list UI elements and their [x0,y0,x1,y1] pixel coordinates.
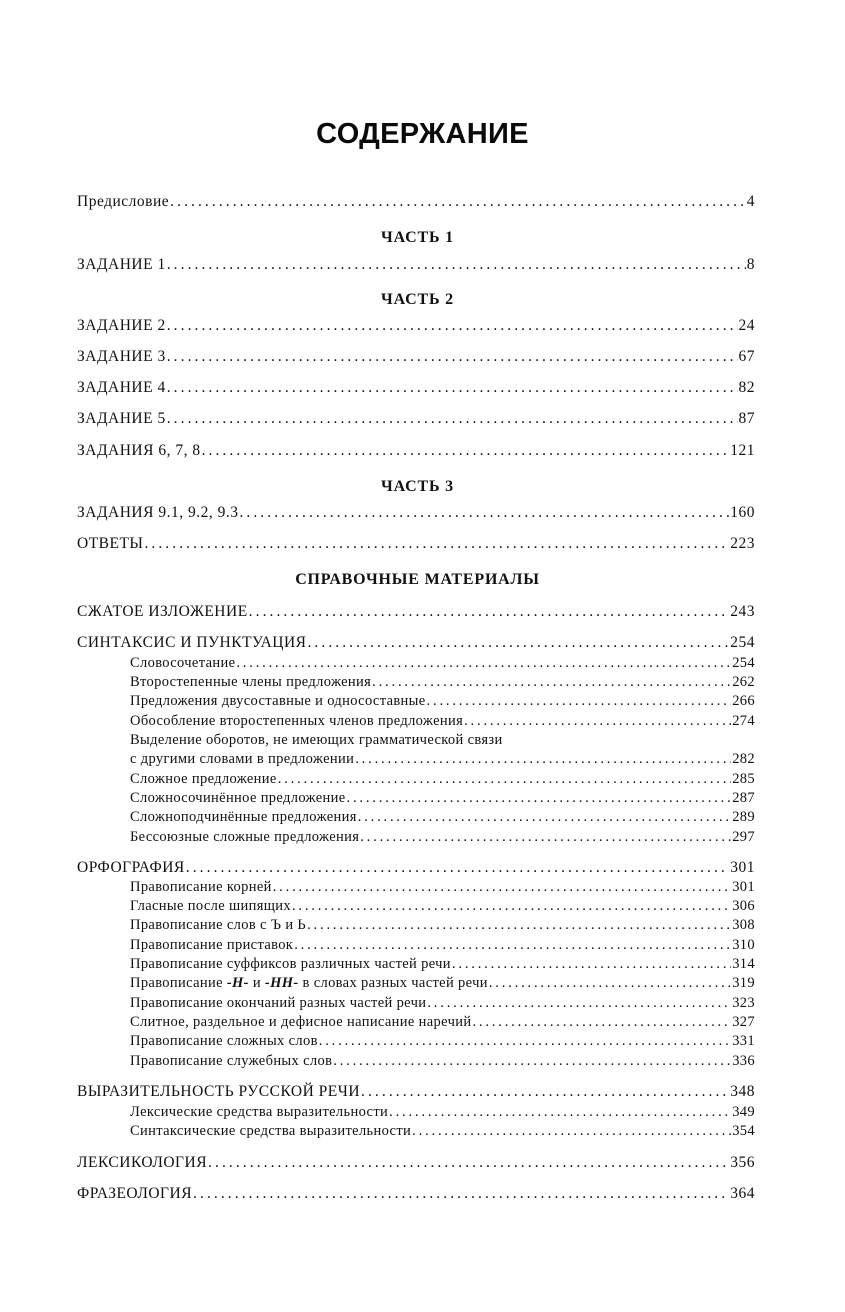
toc-entry-task-1[interactable] [77,256,755,274]
toc-entry-label: Правописание приставок [130,937,294,953]
toc-entry-label: Словосочетание [130,655,236,671]
emphasis-nn: -НН- [264,975,299,991]
toc-entry-page: 282 [732,751,755,767]
toc-entry-label: Правописание суффиксов различных частей речи [130,956,451,972]
toc-entry-label: Обособление второстепенных членов предложения [130,713,464,729]
part-heading-1: ЧАСТЬ 1 [381,229,454,246]
dot-leader [208,1154,729,1172]
label-text: в словах разных частей речи [298,975,488,991]
toc-subentry[interactable] [130,937,755,954]
toc-entry-label: Правописание сложных слов [130,1033,318,1049]
toc-entry-label: Правописание слов с Ъ и Ь [130,917,307,933]
toc-entry-page: 314 [732,956,755,972]
toc-entry-preface[interactable] [77,193,755,211]
toc-entry-label: Правописание служебных слов [130,1053,333,1069]
toc-entry-page: 308 [732,917,755,933]
dot-leader [278,771,732,788]
dot-leader [294,937,731,954]
dot-leader [355,751,731,768]
toc-entry-page: 24 [738,317,755,334]
toc-subentry[interactable] [130,975,755,992]
label-text: Правописание [130,975,227,991]
toc-subentry[interactable] [130,1053,755,1070]
toc-entry-page: 301 [732,879,755,895]
toc-entry-page: 266 [732,693,755,709]
dot-leader [167,379,738,397]
dot-leader [167,256,746,274]
toc-subentry[interactable] [130,917,755,934]
toc-entry-label: ЗАДАНИЕ 1 [77,256,166,273]
dot-leader [333,1053,731,1070]
toc-entry-page: 319 [732,975,755,991]
toc-entry-label: Лексические средства выразительности [130,1104,389,1120]
dot-leader [167,317,738,335]
toc-entry-task-4[interactable] [77,379,755,397]
toc-subentry[interactable] [130,879,755,896]
toc-entry-page: 243 [730,603,755,620]
toc-entry-page: 82 [738,379,755,396]
reference-heading: СПРАВОЧНЫЕ МАТЕРИАЛЫ [295,571,540,588]
toc-entry-phraseology[interactable] [77,1185,755,1203]
toc-entry-label: Синтаксические средства выразительности [130,1123,412,1139]
toc-entry-page: 262 [732,674,755,690]
toc-subentry[interactable] [130,655,755,672]
dot-leader [427,995,731,1012]
dot-leader [167,348,738,366]
toc-subentry[interactable] [130,829,755,846]
toc-entry-answers[interactable] [77,535,755,553]
toc-entry-page: 223 [730,535,755,552]
toc-subentry[interactable] [130,674,755,691]
toc-entry-label: ЗАДАНИЯ 6, 7, 8 [77,442,201,459]
toc-entry-task-5[interactable] [77,410,755,428]
toc-entry-label: ОРФОГРАФИЯ [77,859,185,876]
toc-entry-page: 285 [732,771,755,787]
toc-entry-label: ФРАЗЕОЛОГИЯ [77,1185,193,1202]
toc-entry-page: 254 [732,655,755,671]
dot-leader [292,898,731,915]
toc-subentry[interactable] [130,809,755,826]
dot-leader [360,829,731,846]
toc-entry-page: 323 [732,995,755,1011]
toc-entry-page: 354 [732,1123,755,1139]
toc-entry-tasks-6-7-8[interactable] [77,442,755,460]
toc-subentry[interactable] [130,1123,755,1140]
toc-subentry[interactable] [130,956,755,973]
dot-leader [186,859,729,877]
emphasis-n: -Н- [226,975,249,991]
toc-entry-label: Правописание корней [130,879,272,895]
toc-entry-page: 121 [730,442,755,459]
toc-entry-label: СИНТАКСИС И ПУНКТУАЦИЯ [77,634,307,651]
toc-entry-label: Предложения двусоставные и односоставные [130,693,426,709]
toc-entry-label: ЗАДАНИЕ 3 [77,348,166,365]
dot-leader [273,879,731,896]
toc-entry-page: 348 [730,1083,755,1100]
toc-subentry[interactable] [130,693,755,710]
toc-subentry[interactable] [130,995,755,1012]
toc-entry-label: СЖАТОЕ ИЗЛОЖЕНИЕ [77,603,248,620]
toc-entry-page: 327 [732,1014,755,1030]
dot-leader [452,956,731,973]
toc-entry-page: 301 [730,859,755,876]
toc-entry-task-2[interactable] [77,317,755,335]
toc-entry-task-3[interactable] [77,348,755,366]
toc-entry-page: 306 [732,898,755,914]
toc-entry-label: Гласные после шипящих [130,898,291,914]
dot-leader [489,975,731,992]
dot-leader [358,809,731,826]
toc-entry-page: 356 [730,1154,755,1171]
dot-leader [361,1083,729,1101]
toc-entry-page: 87 [738,410,755,427]
toc-entry-label: ЗАДАНИЕ 4 [77,379,166,396]
dot-leader [464,713,731,730]
toc-entry-page: 289 [732,809,755,825]
dot-leader [307,634,729,652]
toc-entry-label: ЗАДАНИЕ 5 [77,410,166,427]
dot-leader [144,535,729,553]
toc-entry-page: 67 [738,348,755,365]
toc-entry-label: Предисловие [77,193,170,210]
toc-entry-tasks-9[interactable] [77,504,755,522]
part-heading-2: ЧАСТЬ 2 [381,291,454,308]
dot-leader [319,1033,731,1050]
toc-entry-page: 336 [732,1053,755,1069]
toc-entry-orthography[interactable] [77,859,755,877]
toc-entry-summary[interactable] [77,603,755,621]
toc-entry-page: 4 [746,193,755,210]
toc-entry-expressiveness[interactable] [77,1083,755,1101]
dot-leader [427,693,732,710]
toc-entry-label: Второстепенные члены предложения [130,674,372,690]
dot-leader [193,1185,729,1203]
toc-entry-syntax[interactable] [77,634,755,652]
toc-entry-page: 8 [746,256,755,273]
toc-subentry[interactable] [130,751,755,768]
toc-entry-label: с другими словами в предложении [130,751,355,767]
dot-leader [167,410,738,428]
dot-leader [372,674,731,691]
toc-entry-page: 160 [730,504,755,521]
toc-subentry[interactable] [130,771,755,788]
toc-entry-label: Бессоюзные сложные предложения [130,829,360,845]
toc-subentry[interactable] [130,1014,755,1031]
toc-entry-page: 287 [732,790,755,806]
toc-subentry[interactable] [130,790,755,807]
toc-entry-label: Выделение оборотов, не имеющих грамматической связи [130,732,503,748]
toc-entry-label: ЗАДАНИЯ 9.1, 9.2, 9.3 [77,504,239,521]
toc-entry-label: Сложносочинённое предложение [130,790,346,806]
toc-entry-label: Слитное, раздельное и дефисное написание наречий [130,1014,472,1030]
dot-leader [202,442,730,460]
toc-entry-label: Сложноподчинённые предложения [130,809,357,825]
dot-leader [307,917,731,934]
toc-subentry[interactable] [130,898,755,915]
toc-subentry[interactable] [130,1104,755,1121]
dot-leader [170,193,746,211]
toc-entry-label: Правописание окончаний разных частей речи [130,995,427,1011]
toc-entry-lexicology[interactable] [77,1154,755,1172]
label-text: и [248,975,265,991]
toc-subentry-line1[interactable] [130,732,755,749]
toc-entry-page: 297 [732,829,755,845]
toc-entry-page: 274 [732,713,755,729]
dot-leader [236,655,731,672]
toc-entry-page: 310 [732,937,755,953]
toc-entry-label [130,975,488,992]
toc-subentry[interactable] [130,713,755,730]
dot-leader [412,1123,731,1140]
toc-entry-page: 349 [732,1104,755,1120]
dot-leader [472,1014,731,1031]
part-heading-3: ЧАСТЬ 3 [381,478,454,495]
toc-entry-label: ОТВЕТЫ [77,535,144,552]
dot-leader [239,504,729,522]
toc-entry-label: ВЫРАЗИТЕЛЬНОСТЬ РУССКОЙ РЕЧИ [77,1083,361,1100]
dot-leader [249,603,730,621]
toc-entry-label: ЛЕКСИКОЛОГИЯ [77,1154,208,1171]
toc-subentry[interactable] [130,1033,755,1050]
toc-entry-label: Сложное предложение [130,771,277,787]
dot-leader [389,1104,731,1121]
toc-entry-page: 364 [730,1185,755,1202]
toc-entry-label: ЗАДАНИЕ 2 [77,317,166,334]
toc-entry-page: 331 [732,1033,755,1049]
page-title: СОДЕРЖАНИЕ [316,118,529,150]
dot-leader [347,790,732,807]
toc-entry-page: 254 [730,634,755,651]
